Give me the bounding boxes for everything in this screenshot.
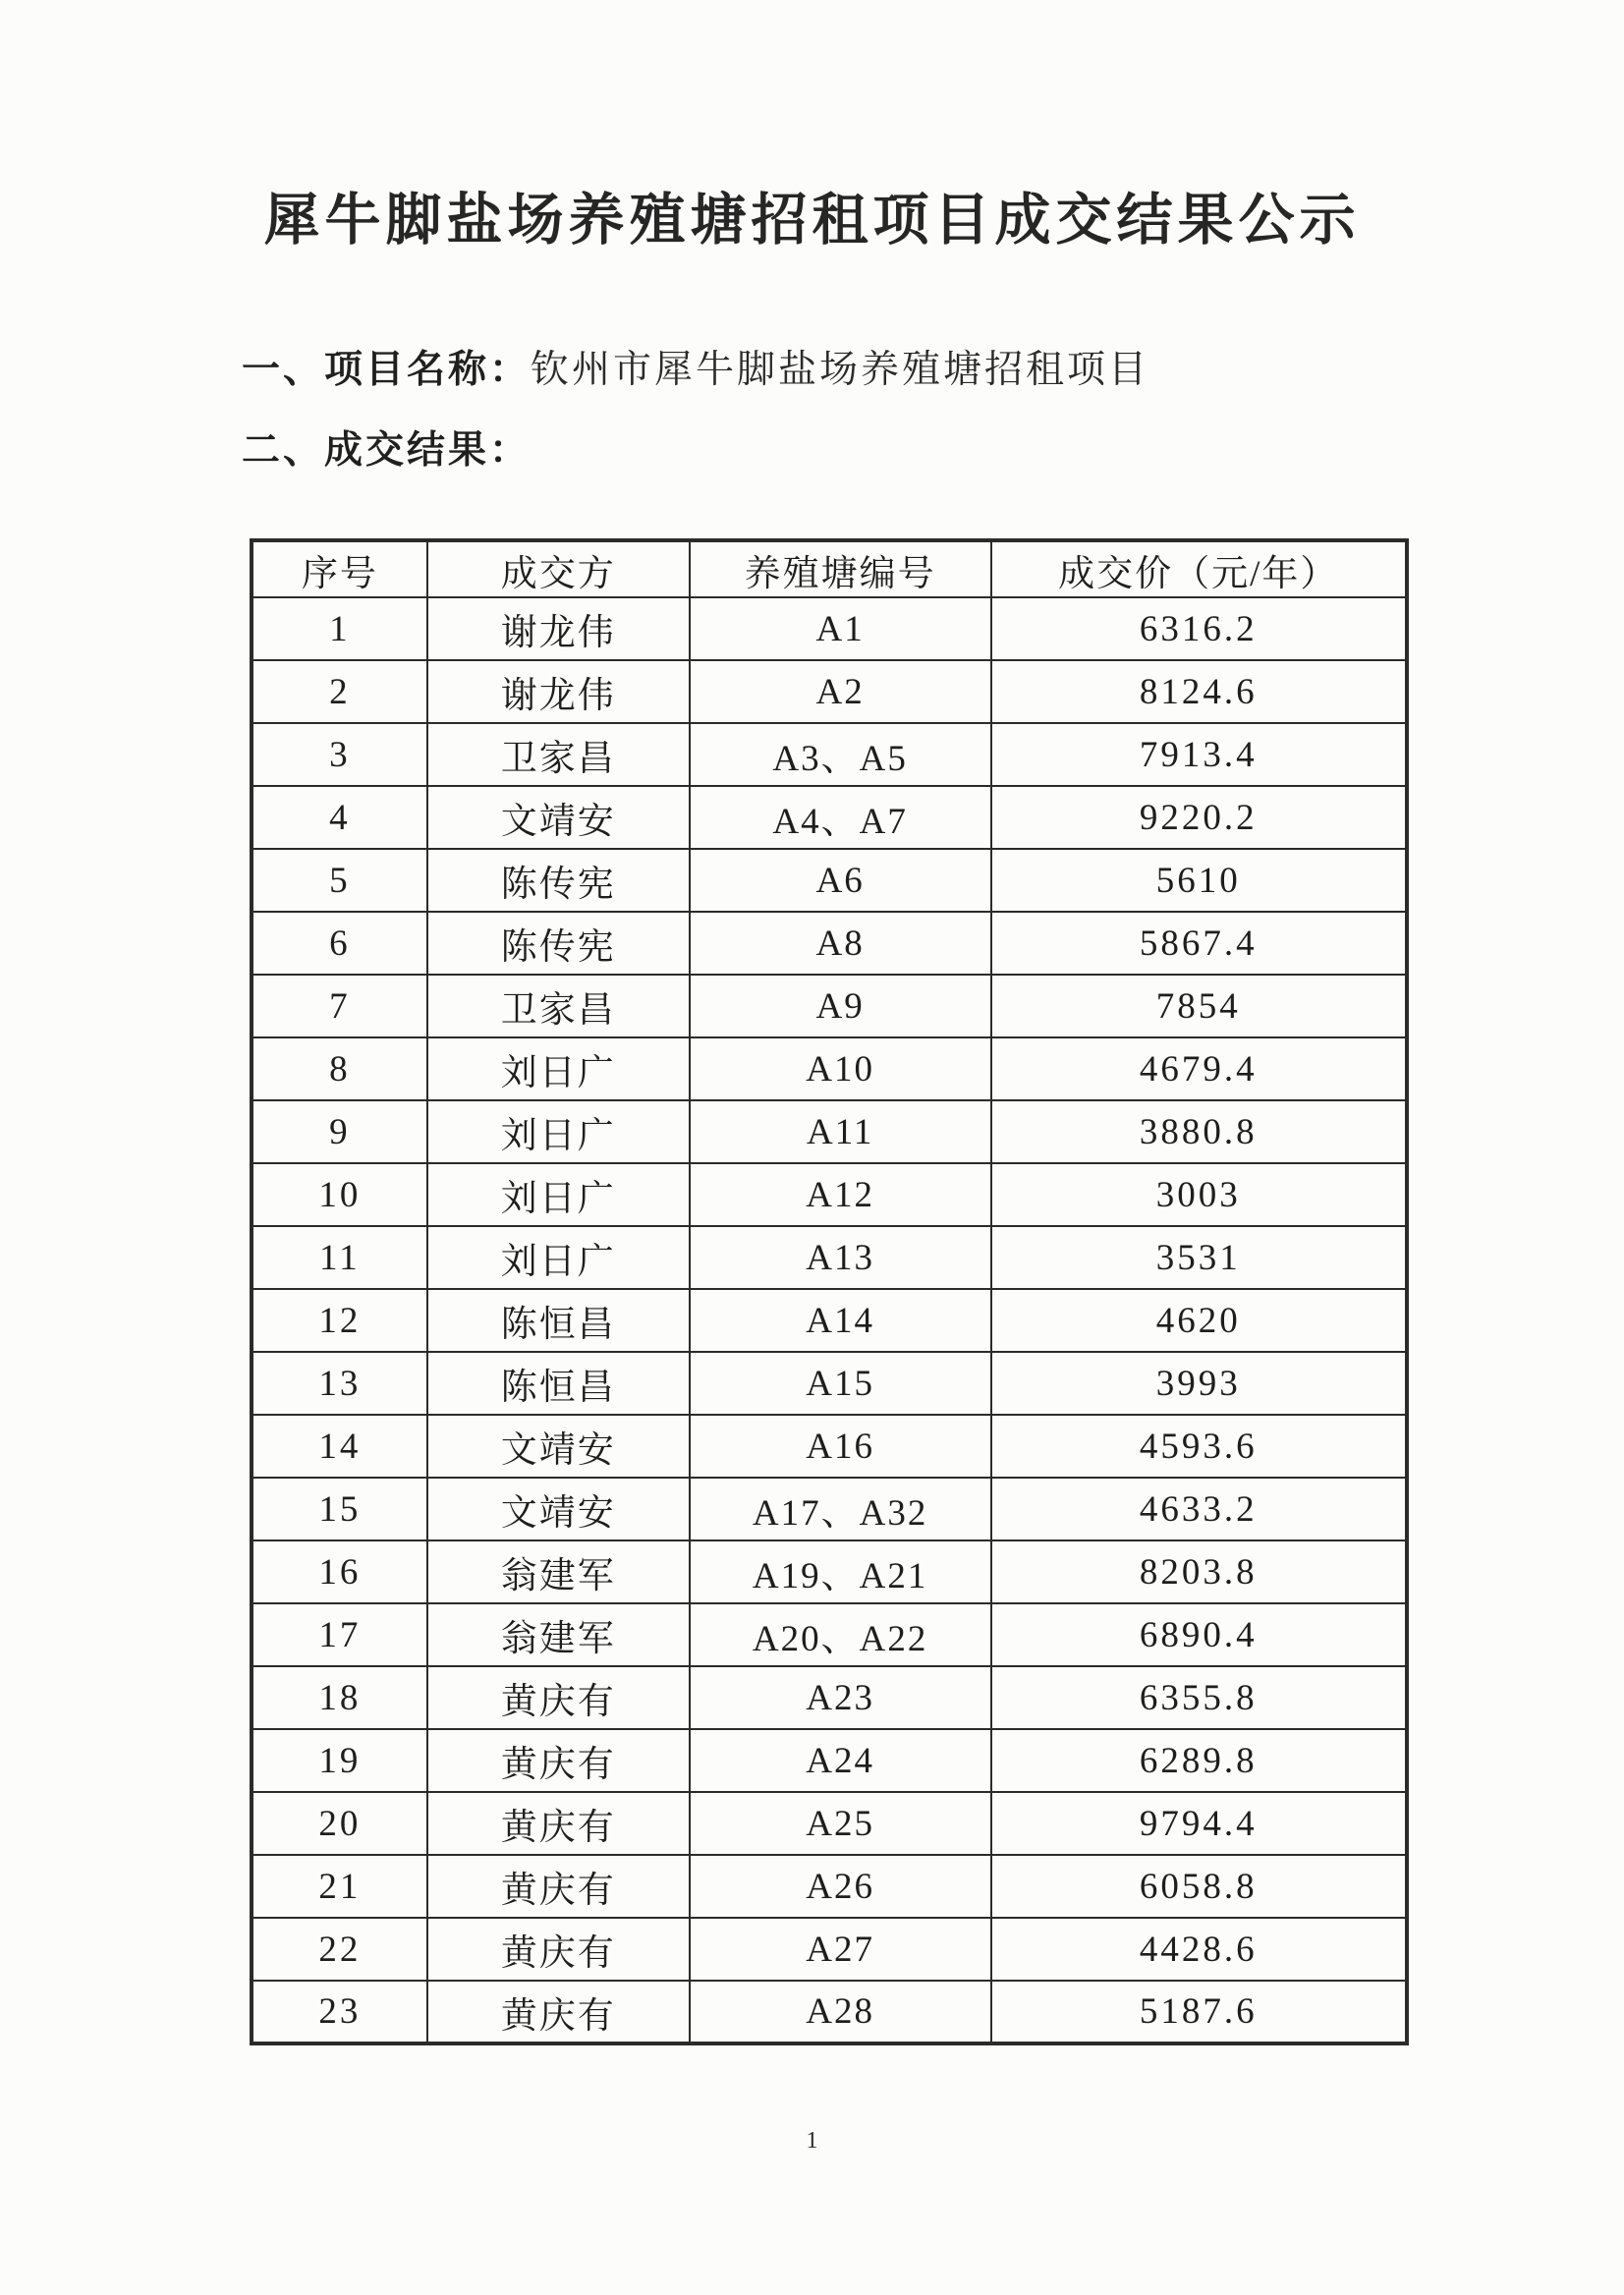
- col-header-index: 序号: [252, 540, 427, 597]
- cell-pond-number: A8: [690, 912, 991, 975]
- project-name-label: 一、项目名称：: [242, 349, 532, 391]
- cell-winner: 黄庆有: [427, 1981, 690, 2043]
- results-table: [250, 538, 1409, 2045]
- table-row: [252, 1603, 1407, 1666]
- cell-price: 4633.2: [991, 1478, 1407, 1540]
- cell-index: 17: [252, 1603, 427, 1666]
- project-name-value: 钦州市犀牛脚盐场养殖塘招租项目: [531, 349, 1150, 391]
- cell-pond-number: A25: [690, 1792, 991, 1855]
- cell-winner: 刘日广: [427, 1037, 690, 1100]
- cell-winner: 卫家昌: [427, 975, 690, 1037]
- table-row: [252, 1415, 1407, 1478]
- cell-price: 6890.4: [991, 1603, 1407, 1666]
- cell-index: 8: [252, 1037, 427, 1100]
- cell-winner: 刘日广: [427, 1163, 690, 1226]
- cell-price: 3003: [991, 1163, 1407, 1226]
- cell-winner: 陈恒昌: [427, 1289, 690, 1352]
- result-heading-label: 二、成交结果：: [242, 429, 532, 472]
- cell-index: 22: [252, 1918, 427, 1981]
- cell-price: 6058.8: [991, 1855, 1407, 1918]
- table-body: [252, 597, 1407, 2043]
- cell-price: 4620: [991, 1289, 1407, 1352]
- cell-price: 5867.4: [991, 912, 1407, 975]
- table-row: [252, 1792, 1407, 1855]
- cell-pond-number: A4、A7: [690, 786, 991, 849]
- table-row: [252, 1729, 1407, 1792]
- col-header-price: 成交价（元/年）: [991, 540, 1407, 597]
- cell-pond-number: A20、A22: [690, 1603, 991, 1666]
- table-row: [252, 1226, 1407, 1289]
- project-name-line: [242, 330, 1421, 411]
- cell-pond-number: A2: [690, 660, 991, 723]
- cell-price: 4428.6: [991, 1918, 1407, 1981]
- table-row: [252, 1289, 1407, 1352]
- cell-price: 3531: [991, 1226, 1407, 1289]
- cell-index: 11: [252, 1226, 427, 1289]
- cell-index: 19: [252, 1729, 427, 1792]
- col-header-pond-number: 养殖塘编号: [690, 540, 991, 597]
- cell-winner: 翁建军: [427, 1540, 690, 1603]
- cell-winner: 陈传宪: [427, 849, 690, 912]
- cell-price: 3993: [991, 1352, 1407, 1415]
- table-row: [252, 1100, 1407, 1163]
- cell-index: 13: [252, 1352, 427, 1415]
- cell-pond-number: A24: [690, 1729, 991, 1792]
- cell-winner: 翁建军: [427, 1603, 690, 1666]
- table-row: [252, 1037, 1407, 1100]
- cell-index: 20: [252, 1792, 427, 1855]
- cell-pond-number: A10: [690, 1037, 991, 1100]
- cell-winner: 黄庆有: [427, 1855, 690, 1918]
- cell-pond-number: A12: [690, 1163, 991, 1226]
- cell-index: 4: [252, 786, 427, 849]
- cell-winner: 文靖安: [427, 1415, 690, 1478]
- cell-winner: 文靖安: [427, 786, 690, 849]
- table-row: [252, 1918, 1407, 1981]
- cell-winner: 黄庆有: [427, 1792, 690, 1855]
- cell-price: 8124.6: [991, 660, 1407, 723]
- cell-pond-number: A11: [690, 1100, 991, 1163]
- cell-index: 2: [252, 660, 427, 723]
- cell-price: 6316.2: [991, 597, 1407, 660]
- cell-pond-number: A26: [690, 1855, 991, 1918]
- cell-index: 18: [252, 1666, 427, 1729]
- cell-price: 4679.4: [991, 1037, 1407, 1100]
- cell-index: 1: [252, 597, 427, 660]
- cell-price: 9220.2: [991, 786, 1407, 849]
- cell-pond-number: A27: [690, 1918, 991, 1981]
- cell-price: 5610: [991, 849, 1407, 912]
- cell-price: 9794.4: [991, 1792, 1407, 1855]
- cell-index: 16: [252, 1540, 427, 1603]
- cell-pond-number: A14: [690, 1289, 991, 1352]
- cell-index: 21: [252, 1855, 427, 1918]
- table-row: [252, 1666, 1407, 1729]
- table-row: [252, 1352, 1407, 1415]
- cell-index: 15: [252, 1478, 427, 1540]
- cell-index: 3: [252, 723, 427, 786]
- cell-pond-number: A6: [690, 849, 991, 912]
- cell-winner: 文靖安: [427, 1478, 690, 1540]
- cell-price: 3880.8: [991, 1100, 1407, 1163]
- cell-index: 5: [252, 849, 427, 912]
- table-row: [252, 786, 1407, 849]
- cell-winner: 谢龙伟: [427, 660, 690, 723]
- cell-pond-number: A3、A5: [690, 723, 991, 786]
- cell-winner: 黄庆有: [427, 1729, 690, 1792]
- table-row: [252, 912, 1407, 975]
- cell-winner: 卫家昌: [427, 723, 690, 786]
- cell-winner: 刘日广: [427, 1226, 690, 1289]
- table-row: [252, 849, 1407, 912]
- col-header-winner: 成交方: [427, 540, 690, 597]
- cell-pond-number: A28: [690, 1981, 991, 2043]
- cell-price: 6289.8: [991, 1729, 1407, 1792]
- page-number: 1: [806, 2128, 818, 2154]
- table-row: [252, 1981, 1407, 2043]
- cell-pond-number: A19、A21: [690, 1540, 991, 1603]
- cell-winner: 刘日广: [427, 1100, 690, 1163]
- table-row: [252, 597, 1407, 660]
- cell-price: 7913.4: [991, 723, 1407, 786]
- page-title: 犀牛脚盐场养殖塘招租项目成交结果公示: [263, 190, 1361, 252]
- cell-index: 10: [252, 1163, 427, 1226]
- table-row: [252, 1855, 1407, 1918]
- cell-price: 7854: [991, 975, 1407, 1037]
- cell-price: 4593.6: [991, 1415, 1407, 1478]
- cell-price: 5187.6: [991, 1981, 1407, 2043]
- cell-index: 6: [252, 912, 427, 975]
- table-row: [252, 1163, 1407, 1226]
- cell-pond-number: A13: [690, 1226, 991, 1289]
- cell-winner: 谢龙伟: [427, 597, 690, 660]
- cell-pond-number: A17、A32: [690, 1478, 991, 1540]
- table-row: [252, 1540, 1407, 1603]
- cell-winner: 黄庆有: [427, 1918, 690, 1981]
- result-heading-line: [242, 411, 1421, 491]
- cell-pond-number: A1: [690, 597, 991, 660]
- cell-pond-number: A16: [690, 1415, 991, 1478]
- cell-price: 8203.8: [991, 1540, 1407, 1603]
- cell-pond-number: A15: [690, 1352, 991, 1415]
- cell-index: 12: [252, 1289, 427, 1352]
- cell-pond-number: A9: [690, 975, 991, 1037]
- cell-winner: 黄庆有: [427, 1666, 690, 1729]
- cell-winner: 陈恒昌: [427, 1352, 690, 1415]
- table-row: [252, 723, 1407, 786]
- cell-index: 23: [252, 1981, 427, 2043]
- table-row: [252, 1478, 1407, 1540]
- cell-winner: 陈传宪: [427, 912, 690, 975]
- cell-index: 14: [252, 1415, 427, 1478]
- intro-section: [242, 330, 1421, 491]
- table-row: [252, 975, 1407, 1037]
- cell-pond-number: A23: [690, 1666, 991, 1729]
- cell-index: 9: [252, 1100, 427, 1163]
- table-row: [252, 660, 1407, 723]
- cell-price: 6355.8: [991, 1666, 1407, 1729]
- table-header-row: [252, 540, 1407, 597]
- cell-index: 7: [252, 975, 427, 1037]
